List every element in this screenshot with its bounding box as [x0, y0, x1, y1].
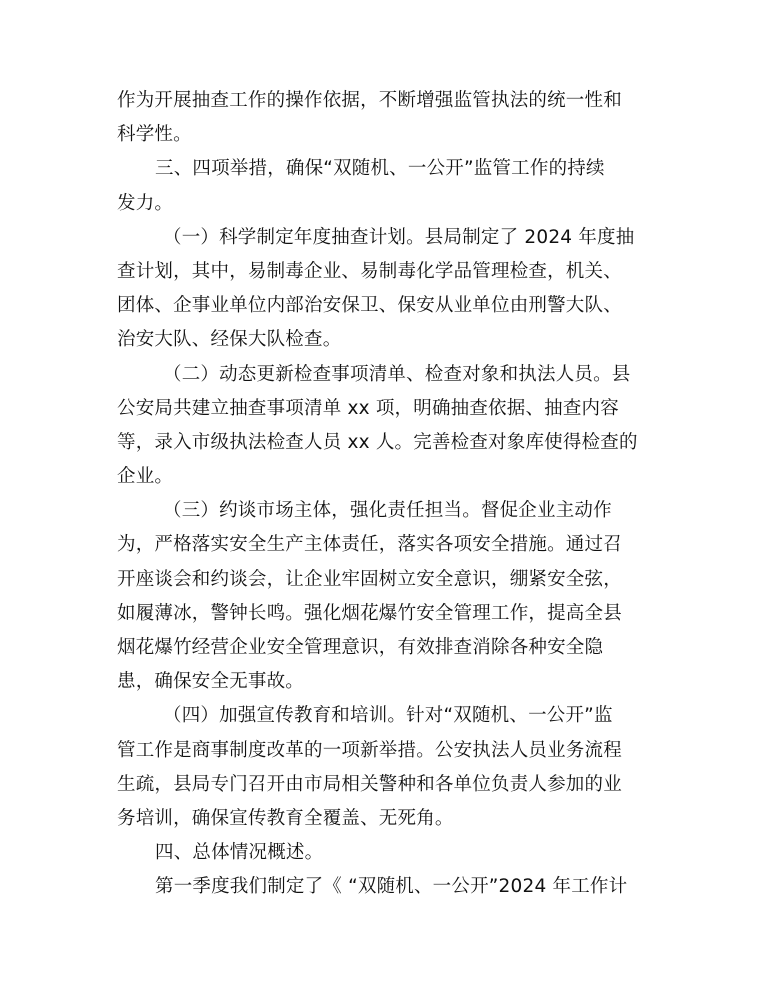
subsection-heading-4: （四）加强宣传教育和培训。针对“双随机、一公开”监: [163, 705, 613, 727]
text-line: 第一季度我们制定了《 “双随机、一公开”2024 年工作计: [155, 876, 628, 898]
text-line: 为，严格落实安全生产主体责任，落实各项安全措施。通过召: [117, 534, 622, 556]
text-line: 作为开展抽查工作的操作依据，不断增强监管执法的统一性和: [117, 90, 622, 111]
text-line: 治安大队、经保大队检查。: [117, 329, 342, 351]
text-line: 开座谈会和约谈会，让企业牢固树立安全意识，绷紧安全弦，: [117, 568, 622, 590]
section-heading-4: 四、总体情况概述。: [155, 842, 324, 864]
text-line: 等，录入市级执法检查人员 xx 人。完善检查对象库使得检查的: [117, 431, 638, 453]
text-line: 团体、企事业单位内部治安保卫、保安从业单位由刑警大队、: [117, 295, 622, 317]
text-line: 公安局共建立抽查事项清单 xx 项，明确抽查依据、抽查内容: [117, 397, 619, 419]
text-line: 烟花爆竹经营企业安全管理意识，有效排查消除各种安全隐: [117, 637, 604, 658]
text-line: 企业。: [117, 466, 174, 488]
subsection-heading-1: （一）科学制定年度抽查计划。县局制定了 2024 年度抽: [163, 226, 635, 248]
text-line: 查计划，其中，易制毒企业、易制毒化学品管理检查，机关、: [117, 260, 622, 282]
text-line: 患，确保安全无事故。: [117, 671, 305, 693]
body-text: [117, 84, 657, 905]
text-line: 如履薄冰，警钟长鸣。强化烟花爆竹安全管理工作，提高全县: [117, 602, 622, 624]
text-line: 科学性。: [117, 124, 192, 146]
text-line: 发力。: [117, 192, 174, 214]
text-line: 生疏，县局专门召开由市局相关警种和各单位负责人参加的业: [117, 773, 622, 795]
subsection-heading-3: （三）约谈市场主体，强化责任担当。督促企业主动作: [163, 500, 612, 522]
text-line: 务培训，确保宣传教育全覆盖、无死角。: [117, 807, 454, 829]
section-heading-3: 三、四项举措，确保“双随机、一公开”监管工作的持续: [155, 158, 605, 180]
subsection-heading-2: （二）动态更新检查事项清单、检查对象和执法人员。县: [163, 363, 631, 385]
text-line: 管工作是商事制度改革的一项新举措。公安执法人员业务流程: [117, 739, 622, 761]
